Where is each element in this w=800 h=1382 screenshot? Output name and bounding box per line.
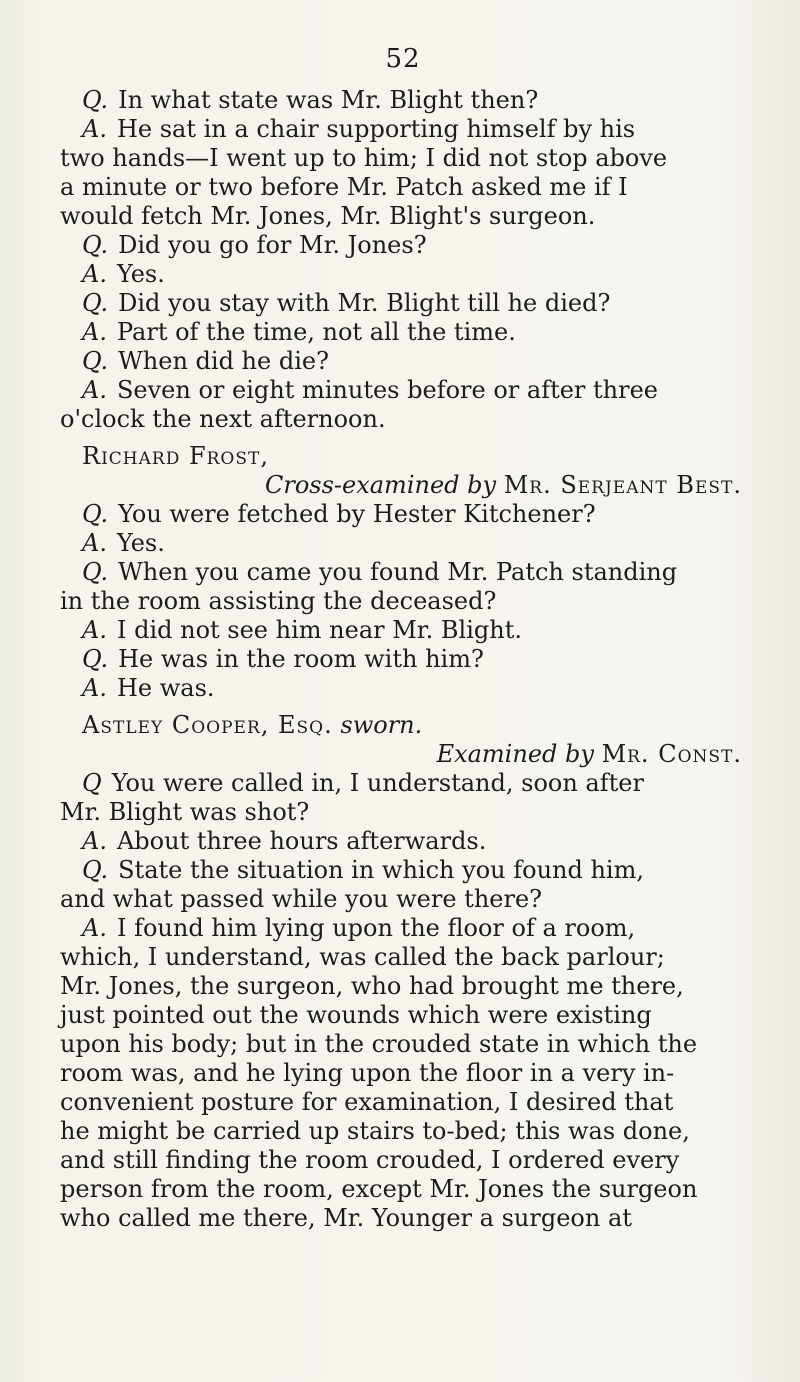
- witness-name: Astley Cooper, Esq.: [82, 711, 333, 739]
- continuation-line: upon his body; but in the crouded state in which the: [60, 1030, 698, 1058]
- speaker-label: Q: [82, 769, 102, 797]
- qa-line: [60, 376, 750, 405]
- continuation-line: convenient posture for examination, I desired that: [60, 1088, 674, 1116]
- speaker-label: Q.: [82, 86, 109, 114]
- line-text: He was.: [116, 674, 215, 702]
- examiner-name: Const.: [658, 740, 742, 768]
- qa-line: [60, 318, 750, 347]
- testimony-text: [60, 86, 750, 1233]
- speaker-label: A.: [82, 318, 107, 346]
- witness-heading: [60, 442, 750, 471]
- qa-line: [60, 289, 750, 318]
- line-text: I did not see him near Mr. Blight.: [116, 616, 522, 644]
- speaker-label: Q.: [82, 856, 109, 884]
- continuation-line: he might be carried up stairs to-bed; this was done,: [60, 1117, 690, 1145]
- speaker-label: Q.: [82, 645, 109, 673]
- qa-line: [60, 529, 750, 558]
- continuation-line: which, I understand, was called the back parlour;: [60, 943, 665, 971]
- continuation-line: just pointed out the wounds which were existing: [60, 1001, 652, 1029]
- qa-line: [60, 558, 750, 587]
- qa-line: [60, 827, 750, 856]
- speaker-label: Q.: [82, 347, 109, 375]
- examination-heading: [60, 740, 750, 769]
- continuation-line: person from the room, except Mr. Jones the surgeon: [60, 1175, 698, 1203]
- line-text: Did you go for Mr. Jones?: [118, 231, 427, 259]
- continuation-line: room was, and he lying upon the floor in a very in-: [60, 1059, 675, 1087]
- line-text: Part of the time, not all the time.: [116, 318, 516, 346]
- qa-line: [60, 260, 750, 289]
- examination-prefix: Examined by: [436, 740, 602, 768]
- examination-heading: [60, 471, 750, 500]
- speaker-label: A.: [82, 674, 107, 702]
- speaker-label: A.: [82, 827, 107, 855]
- continuation-line: Mr. Jones, the surgeon, who had brought me there,: [60, 972, 684, 1000]
- speaker-label: A.: [82, 376, 107, 404]
- line-text: I found him lying upon the floor of a room,: [116, 914, 636, 942]
- line-text: Did you stay with Mr. Blight till he died?: [118, 289, 611, 317]
- continuation-line: in the room assisting the deceased?: [60, 587, 497, 615]
- line-text: When did he die?: [118, 347, 329, 375]
- qa-line: [60, 914, 750, 943]
- continuation-line: who called me there, Mr. Younger a surgeon at: [60, 1204, 632, 1232]
- line-text: About three hours afterwards.: [116, 827, 487, 855]
- line-text: Yes.: [116, 529, 165, 557]
- examiner-name: Serjeant Best.: [560, 471, 742, 499]
- qa-line: [60, 500, 750, 529]
- qa-line: [60, 769, 750, 798]
- line-text: He sat in a chair supporting himself by his: [116, 115, 636, 143]
- qa-line: [60, 674, 750, 703]
- line-text: He was in the room with him?: [118, 645, 484, 673]
- line-text: You were fetched by Hester Kitchener?: [118, 500, 596, 528]
- qa-line: [60, 86, 750, 115]
- qa-line: [60, 616, 750, 645]
- continuation-line: a minute or two before Mr. Patch asked me if I: [60, 173, 628, 201]
- speaker-label: A.: [82, 529, 107, 557]
- speaker-label: Q.: [82, 558, 109, 586]
- continuation-line: Mr. Blight was shot?: [60, 798, 310, 826]
- line-text: Seven or eight minutes before or after three: [116, 376, 658, 404]
- line-text: When you came you found Mr. Patch standing: [118, 558, 678, 586]
- examination-prefix: Cross-examined by: [264, 471, 504, 499]
- speaker-label: A.: [82, 616, 107, 644]
- line-text: Yes.: [116, 260, 165, 288]
- qa-line: [60, 347, 750, 376]
- qa-line: [60, 856, 750, 885]
- continuation-line: two hands—I went up to him; I did not stop above: [60, 144, 668, 172]
- line-text: State the situation in which you found him,: [118, 856, 644, 884]
- examiner-title: Mr.: [503, 471, 561, 499]
- witness-note: sworn.: [332, 711, 423, 739]
- page-number: 52: [385, 44, 421, 74]
- line-text: You were called in, I understand, soon after: [111, 769, 644, 797]
- speaker-label: A.: [82, 115, 107, 143]
- speaker-label: Q.: [82, 500, 109, 528]
- witness-name: Richard Frost,: [82, 442, 269, 470]
- speaker-label: Q.: [82, 289, 109, 317]
- speaker-label: A.: [82, 914, 107, 942]
- continuation-line: o'clock the next afternoon.: [60, 405, 386, 433]
- continuation-line: would fetch Mr. Jones, Mr. Blight's surgeon.: [60, 202, 596, 230]
- qa-line: [60, 645, 750, 674]
- speaker-label: A.: [82, 260, 107, 288]
- qa-line: [60, 231, 750, 260]
- witness-heading: [60, 711, 750, 740]
- qa-line: [60, 115, 750, 144]
- speaker-label: Q.: [82, 231, 109, 259]
- continuation-line: and what passed while you were there?: [60, 885, 543, 913]
- examiner-title: Mr.: [601, 740, 659, 768]
- continuation-line: and still finding the room crouded, I ordered every: [60, 1146, 680, 1174]
- line-text: In what state was Mr. Blight then?: [118, 86, 539, 114]
